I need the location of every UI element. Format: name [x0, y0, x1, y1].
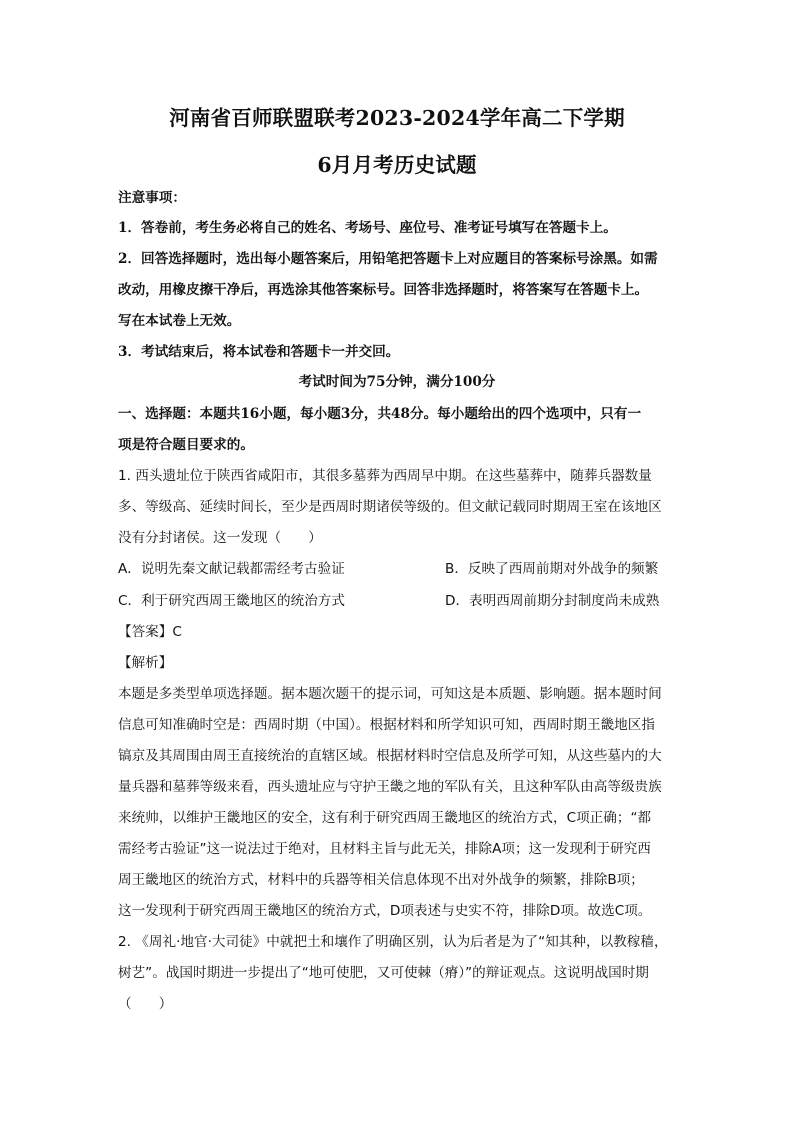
q1-analysis-line: 量兵器和墓葬等级来看，西头遗址应与守护王畿之地的军队有关，且这种军队由高等级贵族 — [118, 779, 662, 795]
q2-stem-line2: 树艺”。战国时期进一步提出了“地可使肥，又可使棘（瘠）”的辩证观点。这说明战国时期 — [118, 965, 649, 981]
notes-item-2-line2: 改动，用橡皮擦干净后，再选涂其他答案标号。回答非选择题时，将答案写在答题卡上。 — [118, 282, 649, 298]
q1-analysis-line: 来统帅，以维护王畿地区的安全，这有利于研究西周王畿地区的统治方式，C项正确；“都 — [118, 810, 652, 826]
q1-analysis-line: 需经考古验证”这一说法过于绝对，且材料主旨与此无关，排除A项；这一发现利于研究西 — [118, 841, 651, 857]
q1-option-c: C．利于研究西周王畿地区的统治方式 — [118, 593, 345, 609]
notes-heading: 注意事项： — [118, 190, 186, 206]
notes-item-1: 1．答卷前，考生务必将自己的姓名、考场号、座位号、准考证号填写在答题卡上。 — [118, 220, 617, 236]
q1-analysis-line: 本题是多类型单项选择题。据本题次题干的提示词，可知这是本质题、影响题。据本题时间 — [118, 686, 662, 702]
q1-analysis-heading: 【解析】 — [118, 655, 173, 671]
exam-time-info: 考试时间为75分钟，满分100分 — [298, 374, 496, 390]
q1-analysis-line: 信息可知准确时空是：西周时期（中国）。根据材料和所学知识可知，西周时期王畿地区指 — [118, 717, 655, 733]
q1-answer: 【答案】C — [118, 624, 182, 640]
notes-item-3: 3．考试结束后，将本试卷和答题卡一并交回。 — [118, 344, 400, 360]
q1-stem-line2: 多、等级高、延续时间长，至少是西周时期诸侯等级的。但文献记载同时期周王室在该地区 — [118, 499, 662, 515]
page-title: 河南省百师联盟联考2023-2024学年高二下学期 — [169, 106, 625, 130]
q2-stem-line1: 2. 《周礼·地官·大司徒》中就把土和壤作了明确区别，认为后者是为了“知其种，以教稼穑， — [118, 934, 668, 950]
page-subtitle: 6月月考历史试题 — [317, 153, 477, 177]
section-heading-line2: 项是符合题目要求的。 — [118, 437, 254, 453]
q1-option-d: D．表明西周前期分封制度尚未成熟 — [445, 593, 660, 609]
q1-option-a: A．说明先秦文献记载都需经考古验证 — [118, 561, 345, 577]
q1-analysis-line: 镐京及其周围由周王直接统治的直辖区域。根据材料时空信息及所学可知，从这些墓内的大 — [118, 748, 662, 764]
notes-item-2-line3: 写在本试卷上无效。 — [118, 313, 241, 329]
q1-option-b: B．反映了西周前期对外战争的频繁 — [445, 561, 659, 577]
q1-stem-line1: 1. 西头遗址位于陕西省咸阳市，其很多墓葬为西周早中期。在这些墓葬中，随葬兵器数量 — [118, 468, 652, 484]
q2-stem-line3: （ ） — [118, 996, 173, 1012]
section-heading-line1: 一、选择题：本题共16小题，每小题3分，共48分。每小题给出的四个选项中，只有一 — [118, 406, 642, 422]
q1-analysis-line: 这一发现利于研究西周王畿地区的统治方式，D项表述与史实不符，排除D项。故选C项。 — [118, 903, 652, 919]
notes-item-2-line1: 2．回答选择题时，选出每小题答案后，用铅笔把答题卡上对应题目的答案标号涂黑。如需 — [118, 251, 658, 267]
q1-analysis-line: 周王畿地区的统治方式，材料中的兵器等相关信息体现不出对外战争的频繁，排除B项； — [118, 872, 644, 888]
q1-stem-line3: 没有分封诸侯。这一发现（ ） — [118, 530, 322, 546]
